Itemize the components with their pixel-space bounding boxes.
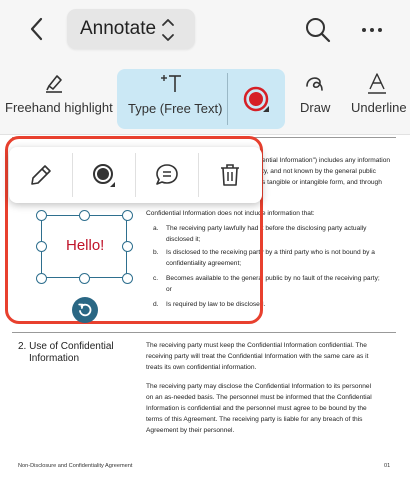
- color-swatch-button[interactable]: [241, 84, 271, 114]
- tool-underline-label: Underline: [351, 100, 407, 115]
- up-down-chevron-icon: [161, 15, 175, 45]
- more-horizontal-icon: [378, 28, 382, 32]
- tool-freehand-highlight[interactable]: [0, 60, 112, 134]
- rotate-icon: [77, 302, 93, 318]
- text-line: ential Information") includes any information: [262, 157, 391, 164]
- delete-button[interactable]: [198, 147, 261, 203]
- section-2-heading: [18, 341, 114, 365]
- list-marker: b.: [153, 249, 159, 256]
- page-title: Annotate: [80, 18, 157, 39]
- annotation-text[interactable]: Hello!: [66, 237, 105, 254]
- text-line: The receiving party must keep the Confidential Information confidential. The: [146, 342, 367, 349]
- back-button[interactable]: [24, 14, 52, 44]
- text-line: Is disclosed to the receiving party by a third party who is not bound by a: [166, 249, 375, 256]
- chevron-left-icon: [24, 14, 52, 44]
- search-icon: [304, 16, 332, 44]
- text-line: or: [166, 286, 172, 293]
- resize-handle-top[interactable]: [79, 210, 90, 221]
- list-marker: c.: [153, 275, 159, 282]
- text-line: The receiving party lawfully had it before the disclosing party actually: [166, 225, 367, 232]
- text-line: on an as-needed basis. The personnel must be informed that the Confidential: [146, 394, 372, 401]
- section-2-paragraph-2: [146, 381, 401, 436]
- trash-icon: [217, 162, 243, 188]
- mode-selector[interactable]: [67, 9, 195, 49]
- resize-handle-left[interactable]: [36, 241, 47, 252]
- tool-type-label: Type (Free Text): [128, 101, 223, 116]
- list-marker: a.: [153, 225, 159, 232]
- text-line: Confidential Information does not include information that:: [146, 210, 315, 217]
- top-bar: [0, 0, 410, 60]
- resize-handle-top-right[interactable]: [122, 210, 133, 221]
- color-style-button[interactable]: [72, 147, 135, 203]
- resize-handle-bottom[interactable]: [79, 273, 90, 284]
- text-line: confidentiality agreement;: [166, 260, 242, 267]
- tool-type-free-text[interactable]: [117, 69, 285, 129]
- section-2-paragraph-1: [146, 340, 401, 373]
- highlighter-icon: [44, 72, 64, 94]
- heading-line: Information: [29, 353, 80, 364]
- page-number: 01: [384, 463, 391, 469]
- text-line: s tangible or intangible form, and through: [262, 179, 382, 186]
- text-line: Is required by law to be disclosed.: [166, 301, 266, 308]
- list-marker: d.: [153, 301, 159, 308]
- text-line: receiving party will treat the Confidential Information with the same care as it: [146, 353, 369, 360]
- resize-handle-right[interactable]: [122, 241, 133, 252]
- tool-freehand-label: Freehand highlight: [5, 100, 113, 115]
- toolbar-divider: [227, 73, 228, 125]
- text-line: Agreement by their personnel.: [146, 427, 235, 434]
- text-line: The receiving party may disclose the Confidential Information to its personnel: [146, 383, 372, 390]
- divider: [12, 332, 396, 333]
- tool-draw[interactable]: [288, 60, 338, 134]
- draw-icon: [303, 72, 325, 94]
- comment-icon: [154, 162, 180, 188]
- search-button[interactable]: [304, 16, 332, 44]
- more-horizontal-icon: [370, 28, 374, 32]
- underline-icon: [366, 72, 388, 96]
- edit-icon: [28, 162, 54, 188]
- text-line: terms of this Agreement. The receiving party is liable for any breach of this: [146, 416, 363, 423]
- color-style-icon: [91, 162, 117, 188]
- comment-button[interactable]: [135, 147, 198, 203]
- free-text-icon: [160, 73, 182, 93]
- heading-line: 2. Use of Confidential: [18, 341, 114, 352]
- resize-handle-bottom-left[interactable]: [36, 273, 47, 284]
- rotate-button[interactable]: [72, 297, 98, 323]
- text-line: treats its own confidential information.: [146, 364, 257, 371]
- footer-title: Non-Disclosure and Confidentiality Agreement: [18, 463, 133, 469]
- more-button[interactable]: [362, 28, 382, 34]
- paragraph-1: [262, 155, 407, 188]
- color-swatch-icon: [241, 84, 271, 114]
- text-line: ty, and not known by the general public: [262, 168, 376, 175]
- text-line: Information is confidential and the personnel must agree to be bound by the: [146, 405, 367, 412]
- resize-handle-bottom-right[interactable]: [122, 273, 133, 284]
- tool-underline[interactable]: [346, 60, 410, 134]
- more-horizontal-icon: [362, 28, 366, 32]
- text-line: Becomes available to the general public by no fault of the receiving party;: [166, 275, 380, 282]
- resize-handle-top-left[interactable]: [36, 210, 47, 221]
- text-line: disclosed it;: [166, 236, 201, 243]
- annotation-context-menu: [9, 147, 262, 203]
- edit-button[interactable]: [9, 147, 72, 203]
- tool-draw-label: Draw: [300, 100, 331, 115]
- annotation-toolbar: [0, 60, 410, 135]
